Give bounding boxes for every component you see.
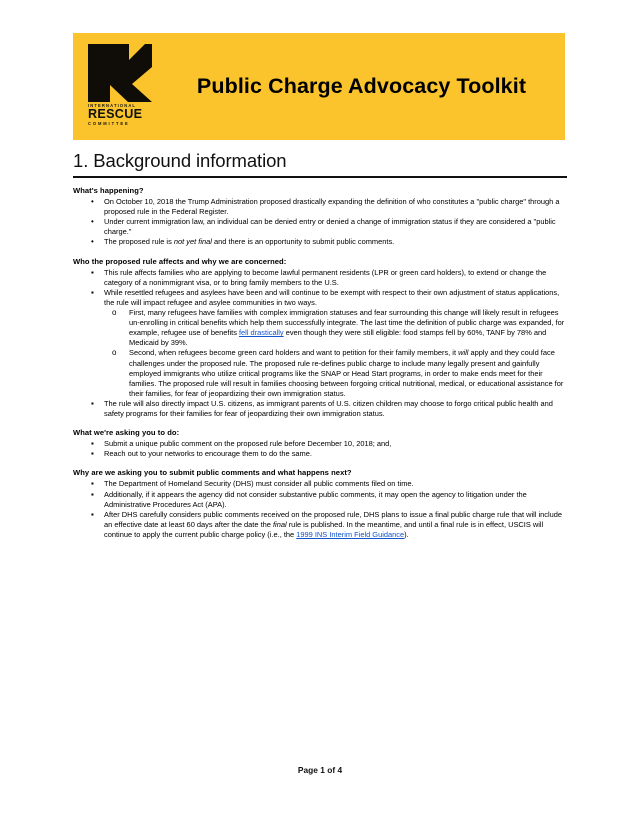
list-item <box>73 399 567 419</box>
list-item-text: Under current immigration law, an individual can be denied entry or denied a change of immigration status if they are considered a "public charge." <box>104 217 556 237</box>
body-subheading: Who the proposed rule affects and why we are concerned: <box>73 256 287 266</box>
bullet-marker-icon <box>91 237 94 247</box>
bullet-marker-icon <box>91 510 94 520</box>
irc-logo-line-committee: COMMITTEE <box>88 120 130 126</box>
bullet-list <box>73 197 567 247</box>
bullet-marker-icon <box>91 399 94 409</box>
ins-interim-field-guidance-link[interactable]: 1999 INS Interim Field Guidance <box>296 529 405 539</box>
section-heading-block <box>73 150 567 178</box>
list-item <box>73 237 567 247</box>
irc-logo-mark-icon <box>88 44 152 102</box>
body-subheading: Why are we asking you to submit public comments and what happens next? <box>73 468 352 478</box>
bullet-marker-icon <box>91 268 94 278</box>
header-banner <box>73 33 565 140</box>
irc-logo-wordmark <box>88 104 158 126</box>
document-title: Public Charge Advocacy Toolkit <box>196 74 527 98</box>
bullet-list <box>73 268 567 419</box>
list-item <box>73 197 567 217</box>
irc-logo <box>80 42 172 134</box>
sub-list-item-text: First, many refugees have families with complex immigration statuses and fear surrounding this change will likely result in refugees un-enrolling in critical benefits which help them successfully integrate. The last time the definition of public charge was expanded, for example, refugee use of benefits fell drastically even though they were still eligible: food stamps fell by 60%, TANF by 78% and Medicaid by 39%. <box>129 308 565 348</box>
sub-bullet-marker-icon <box>112 348 116 358</box>
list-item-text: This rule affects families who are applying to become lawful permanent residents (LPR or green card holders), to extend or change the category of a nonimmigrant visa, or to bring family members to the U.S. <box>104 267 547 287</box>
list-item-text: After DHS carefully considers public comments received on the proposed rule, DHS plans to issue a final public charge rule that will include an effective date at least 60 days after the date the final rule is published. In the meantime, and until a final rule is in effect, USCIS will continue to apply the current public charge policy (i.e., the 1999 INS Interim Field Guidance). <box>104 509 563 539</box>
section-heading: 1. Background information <box>73 150 287 171</box>
list-item <box>73 217 567 237</box>
list-item <box>73 479 567 489</box>
sub-list-item-text: Second, when refugees become green card holders and want to petition for their family members, it will apply and they could face challenges under the proposed rule. The proposed rule re-defines public charge to include many legally present and gainfully employed immigrants who utilize critical programs like the SNAP or Head Start programs, in order to make ends meet for their families. The proposed rule will result in families choosing between forgoing critical nutritional, medical, or educational assistance for their families, for fear of jeopardizing their own immigration status. <box>129 348 564 398</box>
irc-logo-line-international: INTERNATIONAL <box>88 102 137 108</box>
list-item-text: Additionally, if it appears the agency did not consider substantive public comments, it may open the agency to litigation under the Administrative Procedures Act (APA). <box>104 489 527 509</box>
bullet-marker-icon <box>91 439 94 449</box>
bullet-list <box>73 479 567 540</box>
body-subheading: What we're asking you to do: <box>73 428 180 438</box>
list-item <box>73 288 567 399</box>
body-subheading: What's happening? <box>73 186 144 195</box>
bullet-marker-icon <box>91 288 94 298</box>
list-item-text: Reach out to your networks to encourage them to do the same. <box>104 449 312 459</box>
bullet-marker-icon <box>91 217 94 227</box>
fell-drastically-link[interactable]: fell drastically <box>238 328 284 338</box>
list-item <box>73 439 567 449</box>
bullet-list <box>73 439 567 459</box>
list-item-text: The rule will also directly impact U.S. citizens, as immigrant parents of U.S. citizen children may choose to forgo critical public health and safety programs for their families for fear of jeopardizing their own immigration status. <box>104 398 553 418</box>
bullet-marker-icon <box>91 449 94 459</box>
sub-list-item <box>104 348 567 398</box>
section-divider <box>73 176 567 178</box>
list-item-text: On October 10, 2018 the Trump Administration proposed drastically expanding the definition of who constitutes a "public charge" through a proposed rule in the Federal Register. <box>104 197 560 217</box>
list-item <box>73 490 567 510</box>
document-body <box>73 186 567 540</box>
sub-bullet-marker-icon <box>112 308 116 318</box>
bullet-marker-icon <box>91 197 94 207</box>
list-item <box>73 268 567 288</box>
list-item-text: Submit a unique public comment on the proposed rule before December 10, 2018; and, <box>104 439 392 449</box>
sub-list-item <box>104 308 567 348</box>
list-item <box>73 449 567 459</box>
page-footer: Page 1 of 4 <box>297 765 343 775</box>
list-item-text: While resettled refugees and asylees have been and will continue to be exempt with respect to their own adjustment of status applications, the rule will impact refugee and asylee communities in two ways. <box>104 287 560 307</box>
sub-bullet-list <box>104 308 567 399</box>
bullet-marker-icon <box>91 479 94 489</box>
list-item-text: The proposed rule is not yet final and there is an opportunity to submit public comments. <box>104 237 395 247</box>
irc-logo-line-rescue: RESCUE <box>88 107 143 122</box>
bullet-marker-icon <box>91 490 94 500</box>
list-item <box>73 510 567 540</box>
list-item-text: The Department of Homeland Security (DHS) must consider all public comments filed on time. <box>104 479 414 489</box>
